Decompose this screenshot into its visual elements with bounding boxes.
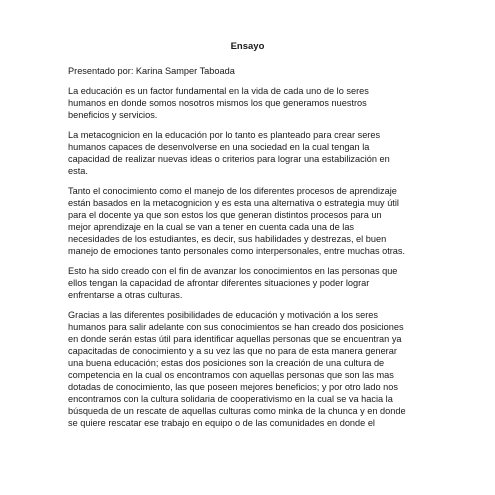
paragraph-3-line-1: Tanto el conocimiento como el manejo de los diferentes procesos de aprendizaje (68, 186, 397, 196)
paragraph-3-line-6: manejo de emociones tanto personales como interpersonales, entre muchas otras. (68, 246, 406, 256)
paragraph-5-line-4: capacitadas de conocimiento y a su vez las que no para de esta manera generar (68, 346, 397, 356)
paragraph-4-line-2: ellos tengan la capacidad de afrontar diferentes situaciones y poder lograr (68, 278, 370, 288)
paragraph-5-line-8: encontramos con la cultura solidaria de cooperativismo en la cual se va hacia la (68, 394, 393, 404)
document-title: Ensayo (230, 41, 265, 52)
paragraph-5-line-6: competencia en la cual os encontramos con aquellas personas que son las mas (68, 370, 394, 380)
paragraph-3-line-3: para el docente ya que son estos los que generan distintos procesos para un (68, 210, 382, 220)
paragraph-5-line-1: Gracias a las diferentes posibilidades de educación y motivación a los seres (68, 310, 378, 320)
paragraph-5-line-5: una buena educación; estas dos posiciones son la creación de una cultura de (68, 358, 385, 368)
paragraph-4-line-1: Esto ha sido creado con el fin de avanzar los conocimientos en las personas que (68, 266, 398, 276)
paragraph-2-line-4: esta. (68, 166, 88, 176)
paragraph-3-line-2: están basados en la metacognicion y es esta una alternativa o estrategia muy útil (68, 198, 399, 208)
paragraph-5-line-3: en donde serán estas útil para identificar aquellas personas que se encuentran ya (68, 334, 402, 344)
paragraph-2-line-2: humanos capaces de desenvolverse en una sociedad en la cual tengan la (68, 142, 370, 152)
paragraph-2-line-1: La metacognicion en la educación por lo tanto es planteado para crear seres (68, 130, 381, 140)
paragraph-3-line-5: necesidades de los estudiantes, es decir, sus habilidades y destrezas, el buen (68, 234, 387, 244)
paragraph-4-line-3: enfrentarse a otras culturas. (68, 290, 183, 300)
paragraph-5-line-2: humanos para salir adelante con sus conocimientos se han creado dos posiciones (68, 322, 404, 332)
paragraph-5-line-9: búsqueda de un rescate de aquellas culturas como minka de la chunca y en donde (68, 406, 406, 416)
paragraph-2-line-3: capacidad de realizar nuevas ideas o criterios para lograr una estabilización en (68, 154, 390, 164)
paragraph-1-line-3: beneficios y servicios. (68, 110, 158, 120)
paragraph-1-line-1: La educación es un factor fundamental en la vida de cada uno de lo seres (68, 86, 369, 96)
author-line: Presentado por: Karina Samper Taboada (68, 66, 235, 76)
paragraph-5-line-7: dotadas de conocimiento, las que poseen mejores beneficios; y por otro lado nos (68, 382, 398, 392)
paragraph-3-line-4: mejor aprendizaje en la cual se van a tener en cuenta cada una de las (68, 222, 355, 232)
paragraph-1-line-2: humanos en donde somos nosotros mismos los que generamos nuestros (68, 98, 367, 108)
paragraph-5-line-10: se quiere rescatar ese trabajo en equipo o de las comunidades en donde el (68, 418, 375, 428)
